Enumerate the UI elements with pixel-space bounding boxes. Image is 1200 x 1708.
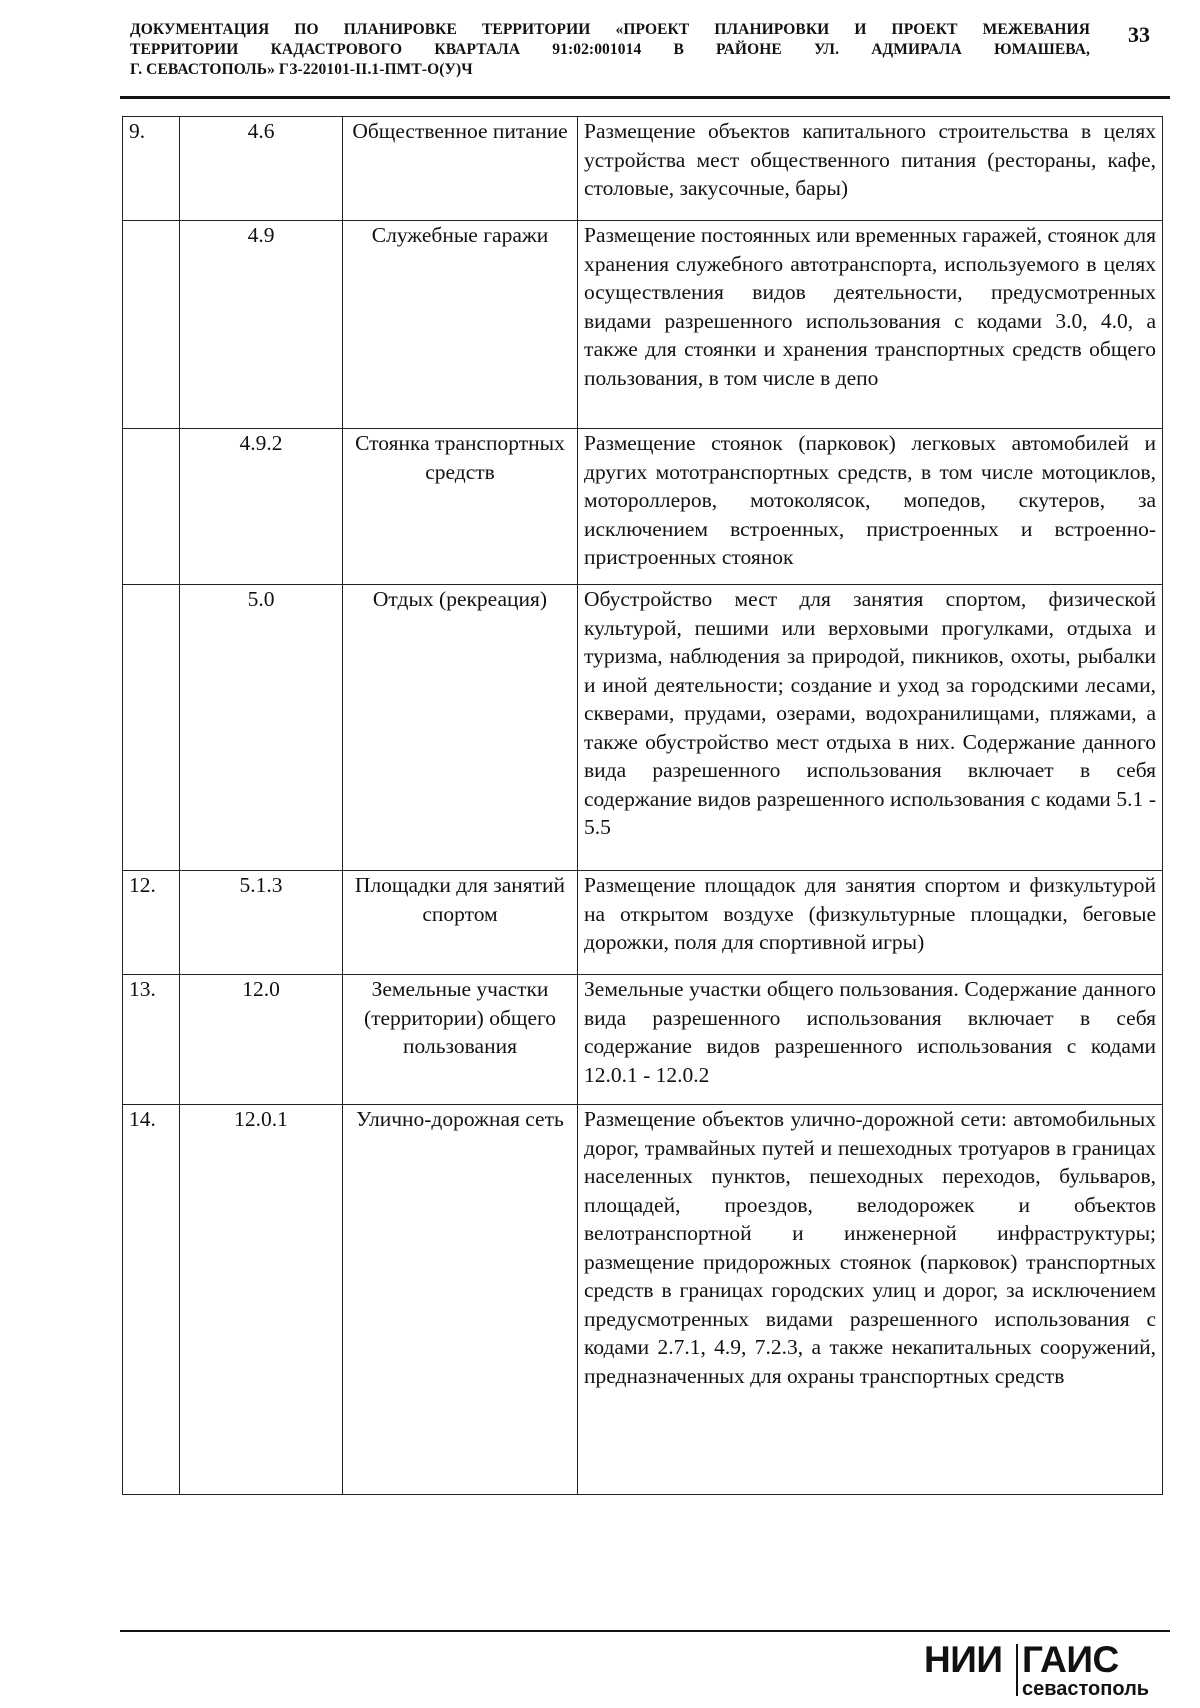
logo-city-text: севастополь: [1022, 1678, 1150, 1700]
row-number: 14.: [123, 1105, 180, 1495]
table-row: [123, 117, 1163, 221]
use-name: Служебные гаражи: [343, 221, 578, 429]
use-code: 12.0: [180, 975, 343, 1105]
row-number: 13.: [123, 975, 180, 1105]
row-number: [123, 585, 180, 871]
table-row: [123, 975, 1163, 1105]
header-line-1: ДОКУМЕНТАЦИЯ ПО ПЛАНИРОВКЕ ТЕРРИТОРИИ «ПРОЕКТ ПЛАНИРОВКИ И ПРОЕКТ МЕЖЕВАНИЯ: [130, 21, 1090, 38]
row-number: [123, 429, 180, 585]
use-description: Размещение площадок для занятия спортом и физкультурой на открытом воздухе (физкультурные площадки, беговые дорожки, поля для спортивной игры): [578, 871, 1163, 975]
use-description: Размещение объектов капитального строительства в целях устройства мест общественного питания (рестораны, кафе, столовые, закусочные, бары): [578, 117, 1163, 221]
header-line-3: Г. СЕВАСТОПОЛЬ» ГЗ-220101-II.1-ПМТ-О(У)Ч: [130, 61, 473, 78]
header-rule: [120, 96, 1170, 99]
use-description: Размещение стоянок (парковок) легковых автомобилей и других мототранспортных средств, в том числе мотоциклов, мотороллеров, мотоколясок, мопедов, скутеров, за исключением встроенных, пристроенных и встроенно-пристроенных стоянок: [578, 429, 1163, 585]
use-code: 5.0: [180, 585, 343, 871]
table-row: [123, 585, 1163, 871]
land-use-table: [122, 116, 1163, 1495]
page-number: 33: [1128, 22, 1150, 47]
niigais-logo: [924, 1640, 1184, 1700]
use-code: 4.9.2: [180, 429, 343, 585]
table-row: [123, 221, 1163, 429]
logo-divider: [1016, 1644, 1018, 1696]
footer-rule: [120, 1630, 1170, 1632]
use-code: 12.0.1: [180, 1105, 343, 1495]
header-line-2: ТЕРРИТОРИИ КАДАСТРОВОГО КВАРТАЛА 91:02:001014 В РАЙОНЕ УЛ. АДМИРАЛА ЮМАШЕВА,: [130, 41, 1090, 58]
row-number: [123, 221, 180, 429]
table-row: [123, 429, 1163, 585]
row-number: 12.: [123, 871, 180, 975]
document-header: [130, 20, 1090, 80]
table-row: [123, 1105, 1163, 1495]
logo-right-text: ГАИС: [1022, 1639, 1119, 1680]
use-name: Земельные участки (территории) общего пользования: [343, 975, 578, 1105]
use-description: Размещение объектов улично-дорожной сети: автомобильных дорог, трамвайных путей и пешеходных тротуаров в границах населенных пунктов, пешеходных переходов, бульваров, площадей, проездов, велодорожек и объектов велотранспортной и инженерной инфраструктуры; размещение придорожных стоянок (парковок) транспортных средств в границах городских улиц и дорог, за исключением предусмотренных видами разрешенного использования с кодами 2.7.1, 4.9, 7.2.3, а также некапитальных сооружений, предназначенных для охраны транспортных средств: [578, 1105, 1163, 1495]
use-description: Земельные участки общего пользования. Содержание данного вида разрешенного использования включает в себя содержание видов разрешенного использования с кодами 12.0.1 - 12.0.2: [578, 975, 1163, 1105]
use-name: Общественное питание: [343, 117, 578, 221]
use-name: Площадки для занятий спортом: [343, 871, 578, 975]
use-name: Стоянка транспортных средств: [343, 429, 578, 585]
logo-left-text: НИИ: [924, 1639, 1003, 1680]
use-code: 5.1.3: [180, 871, 343, 975]
row-number: 9.: [123, 117, 180, 221]
use-code: 4.9: [180, 221, 343, 429]
use-code: 4.6: [180, 117, 343, 221]
use-name: Улично-дорожная сеть: [343, 1105, 578, 1495]
use-name: Отдых (рекреация): [343, 585, 578, 871]
use-description: Обустройство мест для занятия спортом, физической культурой, пешими или верховыми прогулками, отдыха и туризма, наблюдения за природой, пикников, охоты, рыбалки и иной деятельности; создание и уход за городскими лесами, скверами, прудами, озерами, водохранилищами, пляжами, а также обустройство мест отдыха в них. Содержание данного вида разрешенного использования включает в себя содержание видов разрешенного использования с кодами 5.1 - 5.5: [578, 585, 1163, 871]
use-description: Размещение постоянных или временных гаражей, стоянок для хранения служебного автотранспорта, используемого в целях осуществления видов деятельности, предусмотренных видами разрешенного использования с кодами 3.0, 4.0, а также для стоянки и хранения транспортных средств общего пользования, в том числе в депо: [578, 221, 1163, 429]
table-row: [123, 871, 1163, 975]
